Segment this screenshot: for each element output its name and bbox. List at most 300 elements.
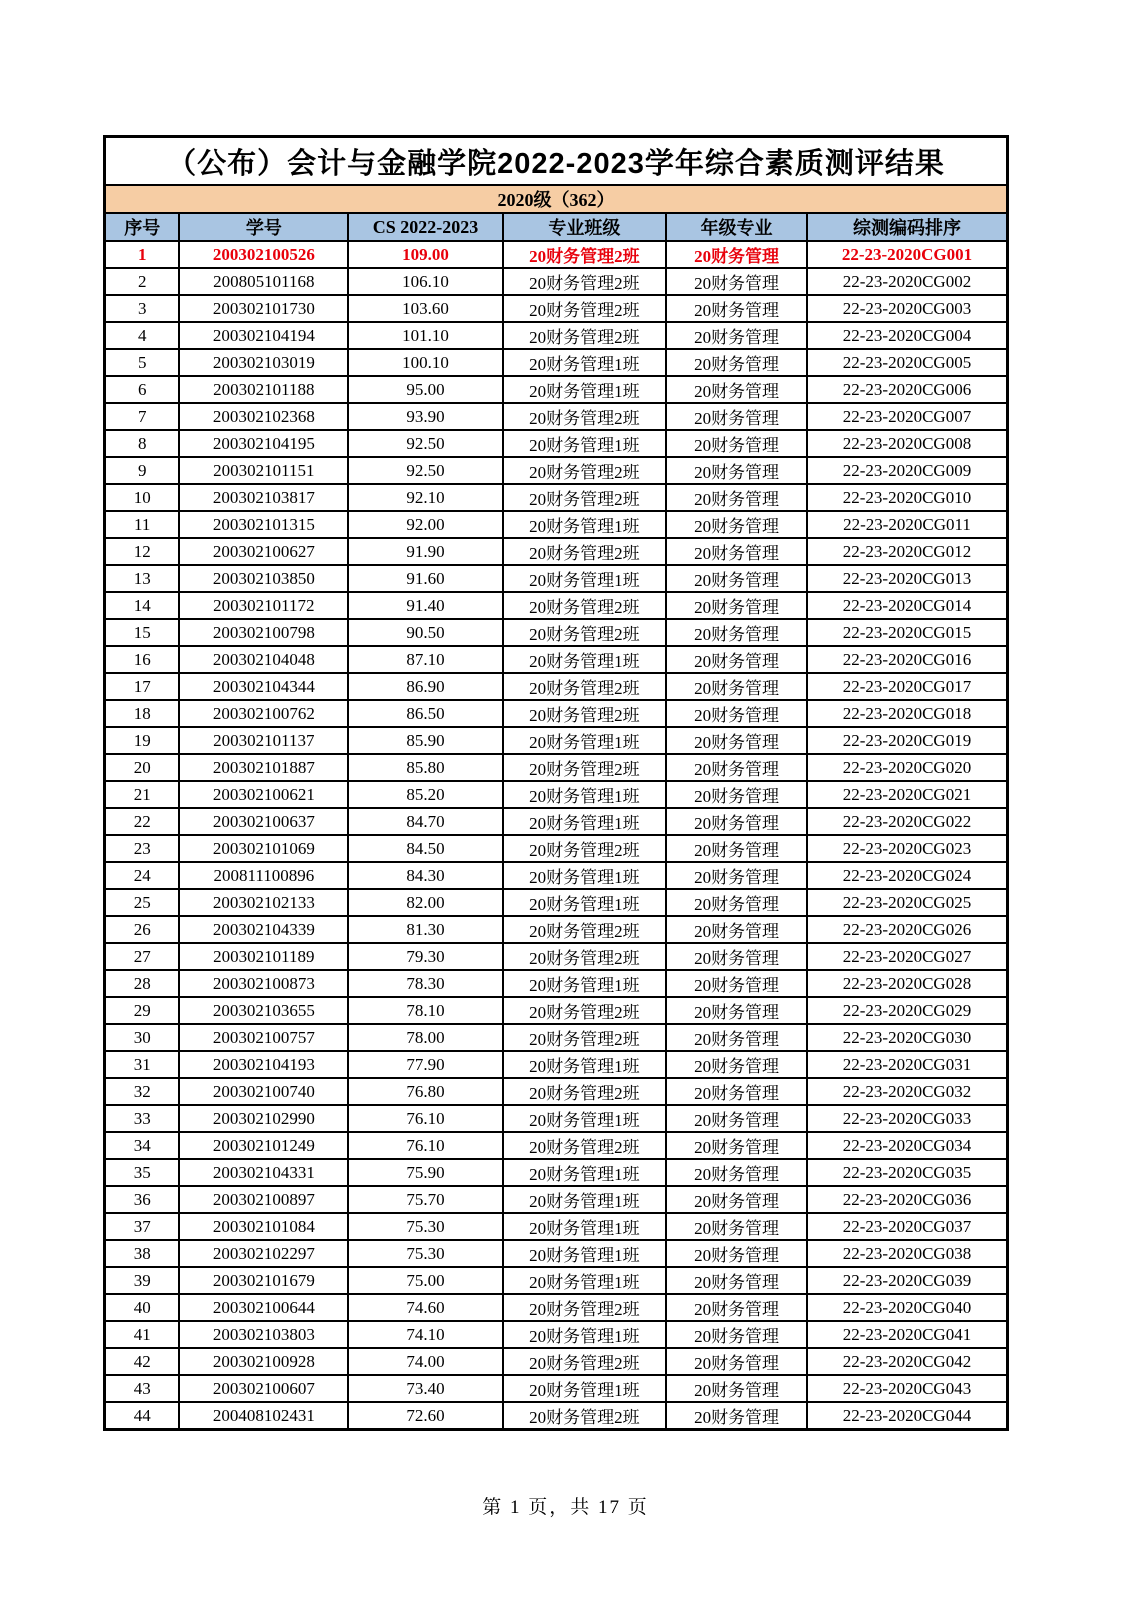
table-row <box>105 1132 1008 1159</box>
cell-major: 20财务管理 <box>666 1348 807 1375</box>
table-row <box>105 970 1008 997</box>
cell-major: 20财务管理 <box>666 565 807 592</box>
cell-score: 75.30 <box>348 1213 502 1240</box>
title-row <box>105 137 1008 186</box>
cell-class: 20财务管理1班 <box>503 889 666 916</box>
cell-major: 20财务管理 <box>666 430 807 457</box>
cell-seq: 10 <box>105 484 180 511</box>
table-row <box>105 835 1008 862</box>
table-row <box>105 727 1008 754</box>
cell-score: 85.80 <box>348 754 502 781</box>
cell-major: 20财务管理 <box>666 646 807 673</box>
cell-code: 22-23-2020CG034 <box>807 1132 1008 1159</box>
page-title: （公布）会计与金融学院2022-2023学年综合素质测评结果 <box>105 137 1008 186</box>
cell-major: 20财务管理 <box>666 1024 807 1051</box>
table-row <box>105 268 1008 295</box>
cell-student-id: 200302103817 <box>179 484 348 511</box>
table-row <box>105 808 1008 835</box>
cell-score: 74.60 <box>348 1294 502 1321</box>
table-row <box>105 1078 1008 1105</box>
cell-class: 20财务管理2班 <box>503 1024 666 1051</box>
cell-seq: 29 <box>105 997 180 1024</box>
cell-seq: 30 <box>105 1024 180 1051</box>
table-row <box>105 916 1008 943</box>
cell-major: 20财务管理 <box>666 943 807 970</box>
cell-score: 82.00 <box>348 889 502 916</box>
cell-code: 22-23-2020CG020 <box>807 754 1008 781</box>
cell-score: 72.60 <box>348 1402 502 1430</box>
cell-class: 20财务管理2班 <box>503 1402 666 1430</box>
cell-major: 20财务管理 <box>666 862 807 889</box>
cell-class: 20财务管理1班 <box>503 781 666 808</box>
table-row <box>105 1240 1008 1267</box>
cell-seq: 6 <box>105 376 180 403</box>
table-row <box>105 484 1008 511</box>
column-header-row <box>105 213 1008 241</box>
cell-student-id: 200302101137 <box>179 727 348 754</box>
table-row <box>105 592 1008 619</box>
cell-major: 20财务管理 <box>666 1267 807 1294</box>
table-row <box>105 1213 1008 1240</box>
cell-major: 20财务管理 <box>666 1159 807 1186</box>
cell-code: 22-23-2020CG036 <box>807 1186 1008 1213</box>
cell-major: 20财务管理 <box>666 457 807 484</box>
cell-seq: 9 <box>105 457 180 484</box>
cell-code: 22-23-2020CG039 <box>807 1267 1008 1294</box>
cell-major: 20财务管理 <box>666 889 807 916</box>
cell-seq: 26 <box>105 916 180 943</box>
cell-student-id: 200302101084 <box>179 1213 348 1240</box>
cell-student-id: 200302101188 <box>179 376 348 403</box>
cell-student-id: 200302100757 <box>179 1024 348 1051</box>
cell-seq: 13 <box>105 565 180 592</box>
table-row <box>105 565 1008 592</box>
column-header-seq: 序号 <box>105 213 180 241</box>
cell-score: 84.30 <box>348 862 502 889</box>
table-row <box>105 322 1008 349</box>
cell-class: 20财务管理1班 <box>503 511 666 538</box>
cell-class: 20财务管理1班 <box>503 1240 666 1267</box>
cell-major: 20财务管理 <box>666 1078 807 1105</box>
cell-student-id: 200302103019 <box>179 349 348 376</box>
cell-code: 22-23-2020CG032 <box>807 1078 1008 1105</box>
cell-student-id: 200302100644 <box>179 1294 348 1321</box>
cell-score: 109.00 <box>348 241 502 268</box>
cell-score: 77.90 <box>348 1051 502 1078</box>
cell-student-id: 200302100873 <box>179 970 348 997</box>
cell-score: 75.70 <box>348 1186 502 1213</box>
table-row <box>105 1267 1008 1294</box>
cell-class: 20财务管理1班 <box>503 1159 666 1186</box>
cell-class: 20财务管理2班 <box>503 619 666 646</box>
cell-student-id: 200302104331 <box>179 1159 348 1186</box>
cell-seq: 24 <box>105 862 180 889</box>
table-row <box>105 1321 1008 1348</box>
cell-class: 20财务管理2班 <box>503 241 666 268</box>
cell-code: 22-23-2020CG014 <box>807 592 1008 619</box>
table-row <box>105 430 1008 457</box>
cell-class: 20财务管理2班 <box>503 268 666 295</box>
cell-class: 20财务管理2班 <box>503 997 666 1024</box>
cell-code: 22-23-2020CG004 <box>807 322 1008 349</box>
cell-class: 20财务管理2班 <box>503 457 666 484</box>
cell-score: 86.90 <box>348 673 502 700</box>
cell-class: 20财务管理2班 <box>503 1078 666 1105</box>
cell-score: 84.70 <box>348 808 502 835</box>
cell-seq: 18 <box>105 700 180 727</box>
table-row <box>105 376 1008 403</box>
cell-seq: 22 <box>105 808 180 835</box>
cell-class: 20财务管理1班 <box>503 970 666 997</box>
cell-student-id: 200811100896 <box>179 862 348 889</box>
cell-score: 73.40 <box>348 1375 502 1402</box>
table-body <box>105 241 1008 1430</box>
cell-student-id: 200302100607 <box>179 1375 348 1402</box>
cell-student-id: 200302104195 <box>179 430 348 457</box>
cell-class: 20财务管理2班 <box>503 403 666 430</box>
cell-seq: 5 <box>105 349 180 376</box>
cell-major: 20财务管理 <box>666 538 807 565</box>
cell-code: 22-23-2020CG013 <box>807 565 1008 592</box>
cell-code: 22-23-2020CG010 <box>807 484 1008 511</box>
cell-seq: 37 <box>105 1213 180 1240</box>
cell-class: 20财务管理2班 <box>503 754 666 781</box>
cell-student-id: 200805101168 <box>179 268 348 295</box>
cell-score: 101.10 <box>348 322 502 349</box>
table-row <box>105 1348 1008 1375</box>
cell-code: 22-23-2020CG019 <box>807 727 1008 754</box>
cell-score: 91.60 <box>348 565 502 592</box>
cell-score: 79.30 <box>348 943 502 970</box>
table-row <box>105 538 1008 565</box>
cell-score: 106.10 <box>348 268 502 295</box>
cell-score: 92.10 <box>348 484 502 511</box>
cell-code: 22-23-2020CG022 <box>807 808 1008 835</box>
cell-major: 20财务管理 <box>666 619 807 646</box>
cell-major: 20财务管理 <box>666 1402 807 1430</box>
cell-student-id: 200302102368 <box>179 403 348 430</box>
cell-student-id: 200302104339 <box>179 916 348 943</box>
cell-seq: 40 <box>105 1294 180 1321</box>
cell-major: 20财务管理 <box>666 484 807 511</box>
cell-score: 75.30 <box>348 1240 502 1267</box>
column-header-student-id: 学号 <box>179 213 348 241</box>
cell-major: 20财务管理 <box>666 808 807 835</box>
cell-class: 20财务管理2班 <box>503 673 666 700</box>
cell-student-id: 200302101172 <box>179 592 348 619</box>
cell-class: 20财务管理2班 <box>503 538 666 565</box>
cell-major: 20财务管理 <box>666 781 807 808</box>
cell-score: 74.10 <box>348 1321 502 1348</box>
cell-score: 76.10 <box>348 1132 502 1159</box>
cell-seq: 35 <box>105 1159 180 1186</box>
cell-student-id: 200302100637 <box>179 808 348 835</box>
table-row <box>105 619 1008 646</box>
cell-code: 22-23-2020CG007 <box>807 403 1008 430</box>
cell-major: 20财务管理 <box>666 754 807 781</box>
cell-major: 20财务管理 <box>666 268 807 295</box>
cell-score: 81.30 <box>348 916 502 943</box>
cell-major: 20财务管理 <box>666 1132 807 1159</box>
cell-major: 20财务管理 <box>666 673 807 700</box>
cell-student-id: 200302100627 <box>179 538 348 565</box>
cell-code: 22-23-2020CG028 <box>807 970 1008 997</box>
cell-score: 74.00 <box>348 1348 502 1375</box>
cell-major: 20财务管理 <box>666 727 807 754</box>
table-row <box>105 1105 1008 1132</box>
cell-class: 20财务管理1班 <box>503 376 666 403</box>
cell-seq: 12 <box>105 538 180 565</box>
cell-score: 75.90 <box>348 1159 502 1186</box>
cell-class: 20财务管理2班 <box>503 835 666 862</box>
cell-code: 22-23-2020CG031 <box>807 1051 1008 1078</box>
cell-major: 20财务管理 <box>666 1375 807 1402</box>
cell-seq: 41 <box>105 1321 180 1348</box>
cell-major: 20财务管理 <box>666 1051 807 1078</box>
table-row <box>105 1375 1008 1402</box>
cell-code: 22-23-2020CG018 <box>807 700 1008 727</box>
cell-code: 22-23-2020CG041 <box>807 1321 1008 1348</box>
cell-student-id: 200302103803 <box>179 1321 348 1348</box>
table-row <box>105 943 1008 970</box>
cell-code: 22-23-2020CG001 <box>807 241 1008 268</box>
cell-major: 20财务管理 <box>666 295 807 322</box>
cell-student-id: 200302100897 <box>179 1186 348 1213</box>
cell-seq: 38 <box>105 1240 180 1267</box>
cell-seq: 34 <box>105 1132 180 1159</box>
cell-score: 76.10 <box>348 1105 502 1132</box>
cell-score: 85.20 <box>348 781 502 808</box>
cell-code: 22-23-2020CG017 <box>807 673 1008 700</box>
table-row <box>105 1159 1008 1186</box>
cell-class: 20财务管理2班 <box>503 1132 666 1159</box>
cell-seq: 36 <box>105 1186 180 1213</box>
cell-major: 20财务管理 <box>666 241 807 268</box>
cell-student-id: 200302102990 <box>179 1105 348 1132</box>
cell-student-id: 200302101730 <box>179 295 348 322</box>
cell-seq: 16 <box>105 646 180 673</box>
cell-seq: 39 <box>105 1267 180 1294</box>
cell-major: 20财务管理 <box>666 835 807 862</box>
cell-code: 22-23-2020CG002 <box>807 268 1008 295</box>
table-row <box>105 511 1008 538</box>
cell-class: 20财务管理1班 <box>503 430 666 457</box>
cell-student-id: 200302103850 <box>179 565 348 592</box>
cell-score: 93.90 <box>348 403 502 430</box>
cell-student-id: 200302101189 <box>179 943 348 970</box>
cell-class: 20财务管理1班 <box>503 646 666 673</box>
results-table <box>103 135 1009 1431</box>
cell-class: 20财务管理2班 <box>503 943 666 970</box>
cell-score: 92.00 <box>348 511 502 538</box>
cell-major: 20财务管理 <box>666 916 807 943</box>
cell-code: 22-23-2020CG012 <box>807 538 1008 565</box>
cell-seq: 19 <box>105 727 180 754</box>
cell-student-id: 200302102297 <box>179 1240 348 1267</box>
cell-major: 20财务管理 <box>666 970 807 997</box>
cell-seq: 43 <box>105 1375 180 1402</box>
table-row <box>105 1402 1008 1430</box>
cell-seq: 15 <box>105 619 180 646</box>
cell-student-id: 200302101069 <box>179 835 348 862</box>
cell-seq: 32 <box>105 1078 180 1105</box>
cell-code: 22-23-2020CG027 <box>807 943 1008 970</box>
cell-class: 20财务管理1班 <box>503 349 666 376</box>
cell-code: 22-23-2020CG042 <box>807 1348 1008 1375</box>
column-header-major: 年级专业 <box>666 213 807 241</box>
cell-class: 20财务管理1班 <box>503 1267 666 1294</box>
cell-score: 84.50 <box>348 835 502 862</box>
table-row <box>105 403 1008 430</box>
cell-code: 22-23-2020CG033 <box>807 1105 1008 1132</box>
cell-code: 22-23-2020CG008 <box>807 430 1008 457</box>
column-header-code: 综测编码排序 <box>807 213 1008 241</box>
cell-score: 90.50 <box>348 619 502 646</box>
cell-student-id: 200302100928 <box>179 1348 348 1375</box>
page-footer: 第 1 页，共 17 页 <box>482 1497 649 1518</box>
cell-code: 22-23-2020CG026 <box>807 916 1008 943</box>
cell-student-id: 200302100740 <box>179 1078 348 1105</box>
cell-code: 22-23-2020CG023 <box>807 835 1008 862</box>
cell-seq: 17 <box>105 673 180 700</box>
cell-class: 20财务管理2班 <box>503 322 666 349</box>
cell-seq: 23 <box>105 835 180 862</box>
cell-code: 22-23-2020CG029 <box>807 997 1008 1024</box>
cell-student-id: 200302100621 <box>179 781 348 808</box>
cell-student-id: 200302102133 <box>179 889 348 916</box>
cell-major: 20财务管理 <box>666 322 807 349</box>
table-row <box>105 646 1008 673</box>
cell-student-id: 200302104344 <box>179 673 348 700</box>
cell-seq: 2 <box>105 268 180 295</box>
cell-code: 22-23-2020CG038 <box>807 1240 1008 1267</box>
cell-major: 20财务管理 <box>666 1186 807 1213</box>
cell-code: 22-23-2020CG016 <box>807 646 1008 673</box>
cell-class: 20财务管理1班 <box>503 727 666 754</box>
table-row <box>105 1186 1008 1213</box>
cell-score: 78.30 <box>348 970 502 997</box>
cell-score: 100.10 <box>348 349 502 376</box>
column-header-class: 专业班级 <box>503 213 666 241</box>
cell-student-id: 200302104193 <box>179 1051 348 1078</box>
cell-student-id: 200302104048 <box>179 646 348 673</box>
cell-class: 20财务管理1班 <box>503 1105 666 1132</box>
cell-student-id: 200302104194 <box>179 322 348 349</box>
cell-class: 20财务管理1班 <box>503 1186 666 1213</box>
cell-seq: 25 <box>105 889 180 916</box>
cell-student-id: 200302101249 <box>179 1132 348 1159</box>
cell-major: 20财务管理 <box>666 511 807 538</box>
cell-code: 22-23-2020CG005 <box>807 349 1008 376</box>
cell-major: 20财务管理 <box>666 592 807 619</box>
cell-code: 22-23-2020CG011 <box>807 511 1008 538</box>
cell-seq: 28 <box>105 970 180 997</box>
cell-score: 76.80 <box>348 1078 502 1105</box>
cell-major: 20财务管理 <box>666 1321 807 1348</box>
cell-class: 20财务管理2班 <box>503 484 666 511</box>
cell-code: 22-23-2020CG040 <box>807 1294 1008 1321</box>
column-header-score: CS 2022-2023 <box>348 213 502 241</box>
cell-score: 78.10 <box>348 997 502 1024</box>
cell-major: 20财务管理 <box>666 403 807 430</box>
cell-seq: 21 <box>105 781 180 808</box>
cell-code: 22-23-2020CG035 <box>807 1159 1008 1186</box>
cell-student-id: 200408102431 <box>179 1402 348 1430</box>
cell-score: 92.50 <box>348 457 502 484</box>
cell-class: 20财务管理1班 <box>503 1051 666 1078</box>
cell-seq: 33 <box>105 1105 180 1132</box>
table-row <box>105 997 1008 1024</box>
cell-score: 95.00 <box>348 376 502 403</box>
cell-seq: 1 <box>105 241 180 268</box>
cell-major: 20财务管理 <box>666 700 807 727</box>
cell-seq: 7 <box>105 403 180 430</box>
cell-score: 91.40 <box>348 592 502 619</box>
cell-class: 20财务管理1班 <box>503 1375 666 1402</box>
cell-class: 20财务管理2班 <box>503 1294 666 1321</box>
cell-score: 103.60 <box>348 295 502 322</box>
cell-class: 20财务管理1班 <box>503 1213 666 1240</box>
cell-student-id: 200302100526 <box>179 241 348 268</box>
cell-class: 20财务管理2班 <box>503 916 666 943</box>
cell-score: 86.50 <box>348 700 502 727</box>
cell-score: 85.90 <box>348 727 502 754</box>
cell-seq: 8 <box>105 430 180 457</box>
cell-code: 22-23-2020CG025 <box>807 889 1008 916</box>
group-header-row <box>105 185 1008 213</box>
table-row <box>105 1024 1008 1051</box>
table-row <box>105 700 1008 727</box>
cell-code: 22-23-2020CG024 <box>807 862 1008 889</box>
cell-class: 20财务管理1班 <box>503 565 666 592</box>
cell-major: 20财务管理 <box>666 1213 807 1240</box>
cell-score: 78.00 <box>348 1024 502 1051</box>
cell-class: 20财务管理1班 <box>503 862 666 889</box>
cell-seq: 11 <box>105 511 180 538</box>
cell-class: 20财务管理2班 <box>503 700 666 727</box>
cell-code: 22-23-2020CG015 <box>807 619 1008 646</box>
cell-score: 91.90 <box>348 538 502 565</box>
cell-class: 20财务管理2班 <box>503 1348 666 1375</box>
table-row <box>105 295 1008 322</box>
cell-student-id: 200302101315 <box>179 511 348 538</box>
cell-major: 20财务管理 <box>666 349 807 376</box>
cell-class: 20财务管理2班 <box>503 592 666 619</box>
cell-code: 22-23-2020CG043 <box>807 1375 1008 1402</box>
cell-major: 20财务管理 <box>666 997 807 1024</box>
table-row <box>105 754 1008 781</box>
cell-student-id: 200302101151 <box>179 457 348 484</box>
cell-score: 75.00 <box>348 1267 502 1294</box>
cell-seq: 27 <box>105 943 180 970</box>
cell-student-id: 200302101679 <box>179 1267 348 1294</box>
cell-student-id: 200302103655 <box>179 997 348 1024</box>
table-row <box>105 241 1008 268</box>
cell-major: 20财务管理 <box>666 376 807 403</box>
group-header: 2020级（362） <box>105 185 1008 213</box>
cell-code: 22-23-2020CG021 <box>807 781 1008 808</box>
cell-score: 92.50 <box>348 430 502 457</box>
cell-score: 87.10 <box>348 646 502 673</box>
table-row <box>105 673 1008 700</box>
table-row <box>105 1051 1008 1078</box>
cell-seq: 42 <box>105 1348 180 1375</box>
table-row <box>105 457 1008 484</box>
cell-major: 20财务管理 <box>666 1105 807 1132</box>
cell-class: 20财务管理2班 <box>503 295 666 322</box>
cell-student-id: 200302100798 <box>179 619 348 646</box>
cell-major: 20财务管理 <box>666 1240 807 1267</box>
